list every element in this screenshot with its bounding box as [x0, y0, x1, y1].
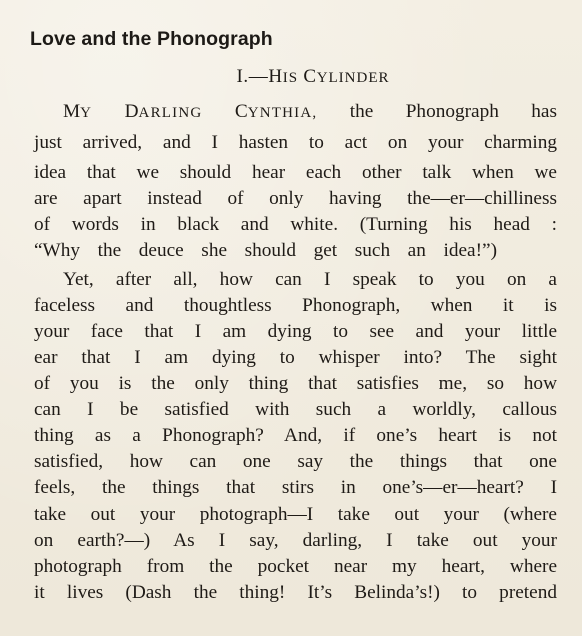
salutation-smallcaps-3: YNTHIA, — [247, 105, 318, 121]
paragraph-line-2: just arrived, and I hasten to act on your charming — [34, 132, 557, 153]
paragraph-line-6: “Why the deuce she should get such an idea!”) — [34, 240, 497, 261]
paragraph-line-8: faceless and thoughtless Phonograph, when it is — [34, 295, 557, 316]
section-numeral: I.— — [236, 66, 269, 87]
paragraph-line-11: of you is the only thing that satisfies me, so how — [34, 373, 557, 394]
salutation-initial-3: C — [234, 101, 248, 122]
paragraph-line-17: on earth?—) As I say, darling, I take out your — [34, 530, 557, 551]
paragraph-line-12: can I be satisfied with such a worldly, callous — [34, 399, 557, 420]
salutation-smallcaps-2: ARLING — [138, 105, 203, 121]
salutation-initial-1: M — [63, 101, 81, 122]
paragraph-line-9: your face that I am dying to see and your little — [34, 321, 557, 342]
paragraph-line-18: photograph from the pocket near my heart, where — [34, 556, 557, 577]
paragraph-line-13: thing as a Phonograph? And, if one’s heart is not — [34, 425, 557, 446]
section-title — [0, 66, 582, 88]
paragraph-line-16: take out your photograph—I take out your (where — [34, 504, 557, 525]
paragraph-line-15: feels, the things that stirs in one’s—er—heart? I — [34, 477, 557, 498]
paragraph-line-19: it lives (Dash the thing! It’s Belinda’s!) to pretend — [34, 582, 557, 603]
salutation-smallcaps-1: Y — [80, 105, 93, 121]
paragraph-line-1 — [63, 100, 557, 125]
line-text: the Phonograph has — [349, 101, 557, 122]
paragraph-line-3: idea that we should hear each other talk when we — [34, 162, 557, 183]
section-title-smallcaps: IS — [282, 70, 299, 86]
paragraph-line-7: Yet, after all, how can I speak to you on a — [63, 269, 557, 290]
article-heading: Love and the Phonograph — [30, 28, 273, 50]
section-title-rest-smallcaps: YLINDER — [316, 70, 390, 86]
section-title-rest-initial: C — [303, 66, 317, 87]
paragraph-line-4: are apart instead of only having the—er—chilliness — [34, 188, 557, 209]
salutation — [63, 101, 317, 122]
paragraph-line-14: satisfied, how can one say the things that one — [34, 451, 557, 472]
salutation-initial-2: D — [124, 101, 139, 122]
paragraph-line-10: ear that I am dying to whisper into? The sight — [34, 347, 557, 368]
section-title-initial: H — [268, 66, 283, 87]
paragraph-line-5: of words in black and white. (Turning his head : — [34, 214, 557, 235]
